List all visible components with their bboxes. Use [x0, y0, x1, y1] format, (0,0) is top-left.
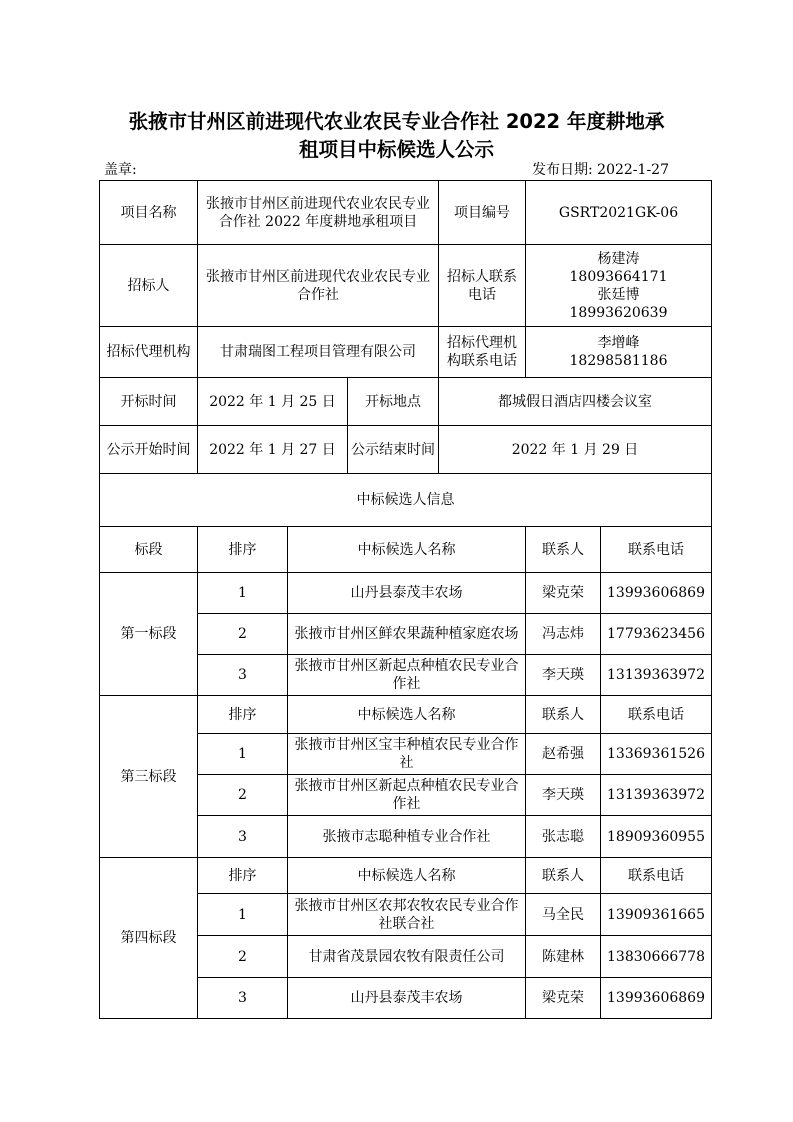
candidate-name: 山丹县泰茂丰农场 — [288, 978, 526, 1019]
agency-contact-line: 18298581186 — [569, 353, 668, 369]
header-rank: 排序 — [198, 527, 288, 573]
agency-contacts — [526, 327, 712, 378]
agency-row — [100, 327, 712, 378]
project-row — [100, 181, 712, 245]
header-contact: 联系人 — [526, 696, 601, 734]
candidate-phone: 13993606869 — [601, 978, 712, 1019]
candidate-rank: 2 — [198, 614, 288, 655]
candidate-rank: 1 — [198, 734, 288, 775]
section-name: 第四标段 — [100, 858, 198, 1019]
section-header-row — [100, 696, 712, 734]
agency-label: 招标代理机构 — [100, 327, 198, 378]
header-section: 标段 — [100, 527, 198, 573]
candidate-rank: 2 — [198, 775, 288, 816]
agency-contact-line: 李增峰 — [597, 335, 640, 351]
header-phone: 联系电话 — [601, 696, 712, 734]
header-name: 中标候选人名称 — [288, 696, 526, 734]
candidate-name: 张掖市甘州区新起点种植农民专业合作社 — [288, 655, 526, 696]
candidates-heading-row — [100, 474, 712, 527]
candidate-contact: 冯志炜 — [526, 614, 601, 655]
project-no-label: 项目编号 — [439, 181, 526, 245]
candidate-contact: 赵希强 — [526, 734, 601, 775]
candidate-rank: 3 — [198, 655, 288, 696]
candidate-name: 张掖市志聪种植专业合作社 — [288, 816, 526, 858]
agency: 甘肃瑞图工程项目管理有限公司 — [198, 327, 439, 378]
candidate-rank: 3 — [198, 816, 288, 858]
header-name: 中标候选人名称 — [288, 858, 526, 894]
announcement-table — [99, 180, 712, 1019]
project-name: 张掖市甘州区前进现代农业农民专业合作社 2022 年度耕地承租项目 — [198, 181, 439, 245]
open-place-label: 开标地点 — [348, 378, 439, 426]
candidate-phone: 13139363972 — [601, 775, 712, 816]
tenderer-label: 招标人 — [100, 245, 198, 327]
candidate-phone: 13830666778 — [601, 936, 712, 978]
candidate-phone: 13369361526 — [601, 734, 712, 775]
candidate-name: 张掖市甘州区鲜农果蔬种植家庭农场 — [288, 614, 526, 655]
notice-start-label: 公示开始时间 — [100, 426, 198, 474]
header-contact: 联系人 — [526, 858, 601, 894]
notice-end: 2022 年 1 月 29 日 — [439, 426, 712, 474]
candidate-name: 张掖市甘州区农邦农牧农民专业合作社联合社 — [288, 894, 526, 936]
candidate-rank: 2 — [198, 936, 288, 978]
header-phone: 联系电话 — [601, 858, 712, 894]
stamp-label: 盖章: — [104, 162, 137, 178]
candidate-rank: 1 — [198, 573, 288, 614]
candidate-phone: 13139363972 — [601, 655, 712, 696]
title-line-1: 张掖市甘州区前进现代农业农民专业合作社 2022 年度耕地承 — [128, 110, 665, 133]
notice-end-label: 公示结束时间 — [348, 426, 439, 474]
section-name: 第一标段 — [100, 573, 198, 696]
candidate-phone: 13909361665 — [601, 894, 712, 936]
tenderer-contact-line: 张廷博 — [597, 286, 640, 303]
open-time-label: 开标时间 — [100, 378, 198, 426]
candidate-name: 甘肃省茂景园农牧有限责任公司 — [288, 936, 526, 978]
open-time: 2022 年 1 月 25 日 — [198, 378, 348, 426]
open-place: 都城假日酒店四楼会议室 — [439, 378, 712, 426]
tenderer-contact-line: 杨建涛 — [597, 250, 640, 267]
header-contact: 联系人 — [526, 527, 601, 573]
candidates-header-row — [100, 527, 712, 573]
candidates-heading: 中标候选人信息 — [100, 474, 712, 527]
project-no: GSRT2021GK-06 — [526, 181, 712, 245]
candidate-name: 张掖市甘州区宝丰种植农民专业合作社 — [288, 734, 526, 775]
candidate-contact: 马全民 — [526, 894, 601, 936]
tenderer: 张掖市甘州区前进现代农业农民专业合作社 — [198, 245, 439, 327]
header-rank: 排序 — [198, 696, 288, 734]
section-name: 第三标段 — [100, 696, 198, 858]
candidate-phone: 17793623456 — [601, 614, 712, 655]
tenderer-contact-label: 招标人联系电话 — [439, 245, 526, 327]
agency-contact-label: 招标代理机构联系电话 — [439, 327, 526, 378]
candidate-name: 山丹县泰茂丰农场 — [288, 573, 526, 614]
project-name-label: 项目名称 — [100, 181, 198, 245]
candidate-phone: 18909360955 — [601, 816, 712, 858]
candidate-contact: 梁克荣 — [526, 573, 601, 614]
candidate-contact: 李天瑛 — [526, 655, 601, 696]
tenderer-row — [100, 245, 712, 327]
candidate-contact: 梁克荣 — [526, 978, 601, 1019]
section-header-row — [100, 858, 712, 894]
header-phone: 联系电话 — [601, 527, 712, 573]
open-row — [100, 378, 712, 426]
notice-start: 2022 年 1 月 27 日 — [198, 426, 348, 474]
table-row — [100, 573, 712, 614]
header-rank: 排序 — [198, 858, 288, 894]
notice-row — [100, 426, 712, 474]
candidate-rank: 3 — [198, 978, 288, 1019]
candidate-contact: 陈建林 — [526, 936, 601, 978]
candidate-name: 张掖市甘州区新起点种植农民专业合作社 — [288, 775, 526, 816]
candidate-rank: 1 — [198, 894, 288, 936]
tenderer-contact-line: 18093664171 — [569, 268, 668, 285]
document-title — [60, 108, 733, 164]
title-line-2: 租项目中标候选人公示 — [298, 138, 494, 161]
candidate-phone: 13993606869 — [601, 573, 712, 614]
tenderer-contacts — [526, 245, 712, 327]
candidate-contact: 张志聪 — [526, 816, 601, 858]
tenderer-contact-line: 18993620639 — [569, 304, 668, 321]
candidate-contact: 李天瑛 — [526, 775, 601, 816]
header-name: 中标候选人名称 — [288, 527, 526, 573]
publish-date: 发布日期: 2022-1-27 — [532, 162, 669, 178]
